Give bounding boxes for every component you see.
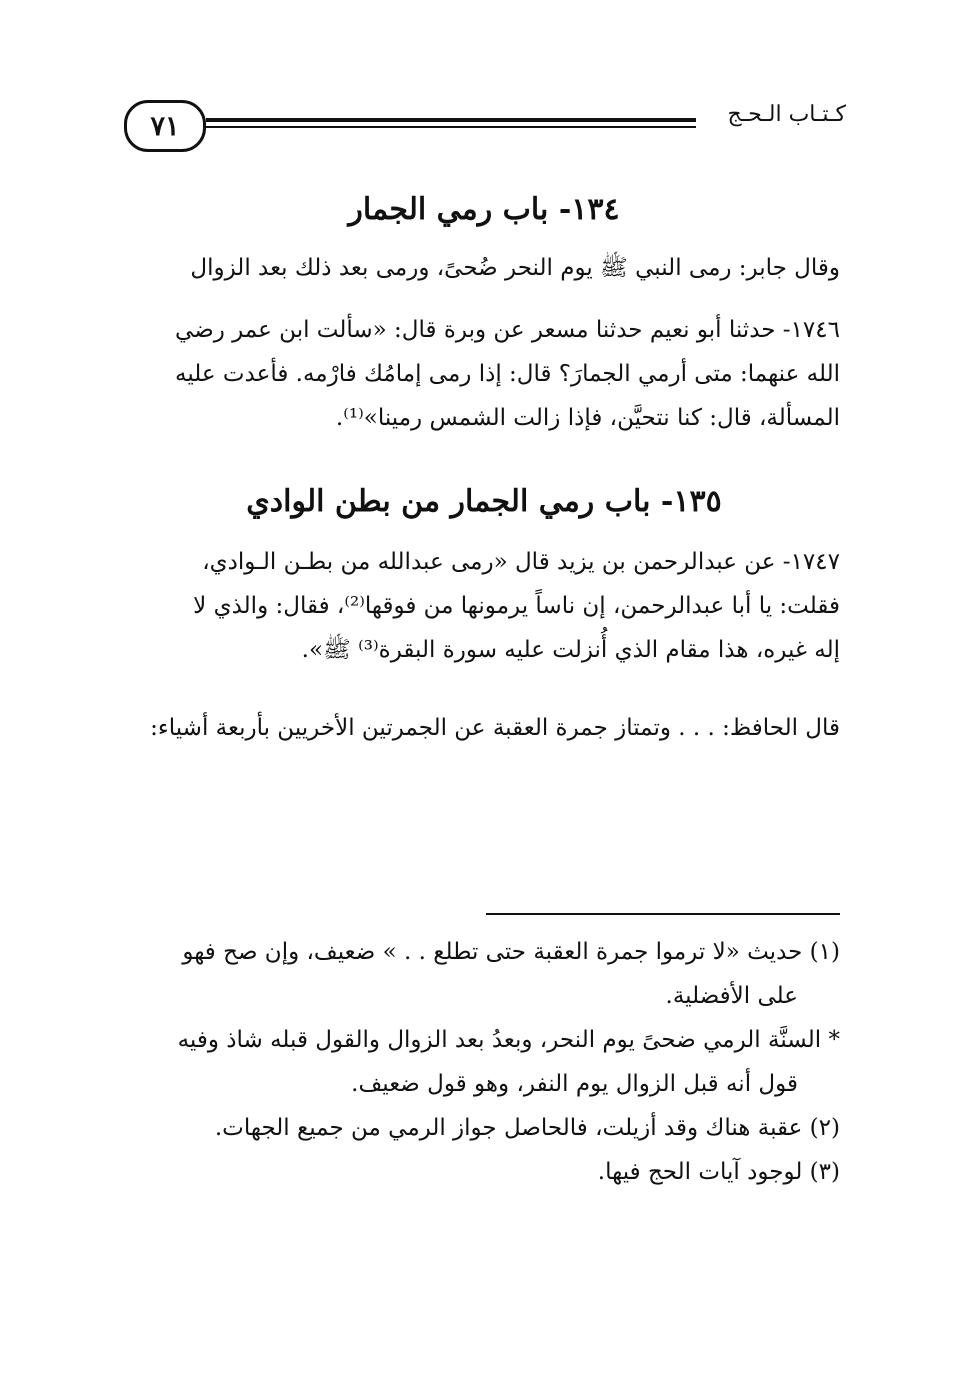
header-rule (206, 118, 696, 128)
footnote-line: على الأفضلية. (665, 983, 798, 1009)
page-number: ٧١ (124, 100, 206, 152)
text-line: إله غيره، هذا مقام الذي أُنزلت عليه سورة البقرة⁽³⁾ ﷺ». (301, 637, 840, 663)
hadith-1747-text (128, 540, 840, 672)
hadith-1746 (128, 308, 840, 440)
section-heading-134: ١٣٤- باب رمي الجمار (348, 192, 620, 227)
text-line: الله عنهما: متى أرمي الجمارَ؟ قال: إذا رمى إمامُك فارْمه. فأعدت عليه (174, 361, 840, 387)
section-heading-135: ١٣٥- باب رمي الجمار من بطن الوادي (246, 484, 722, 519)
hafiz-comment-text (128, 706, 840, 750)
footnote-separator (486, 913, 840, 915)
footnotes (128, 930, 840, 1194)
text-line: وقال جابر: رمى النبي ﷺ يوم النحر ضُحىً، ورمى بعد ذلك بعد الزوال (190, 255, 840, 281)
header-rule-thin (206, 126, 696, 128)
footnote-line: قول أنه قبل الزوال يوم النفر، وهو قول ضعيف. (351, 1071, 798, 1097)
footnote-1 (128, 930, 840, 1018)
section-134-body (128, 246, 840, 290)
running-header (124, 100, 846, 154)
footnote-line: (٣) لوجود آيات الحج فيها. (597, 1159, 840, 1185)
book-title: كـتـاب الـحـج (727, 102, 846, 127)
hafiz-comment (128, 706, 840, 750)
header-rule-thick (206, 118, 696, 122)
text-line: ١٧٤٧- عن عبدالرحمن بن يزيد قال «رمى عبدالله من بطـن الـوادي، (202, 549, 840, 575)
jabir-narration (128, 246, 840, 290)
footnote-line: (٢) عقبة هناك وقد أزيلت، فالحاصل جواز الرمي من جميع الجهات. (214, 1115, 840, 1141)
footnote-star (128, 1018, 840, 1106)
footnote-3 (128, 1150, 840, 1194)
text-line: فقلت: يا أبا عبدالرحمن، إن ناساً يرمونها من فوقها⁽²⁾، فقال: والذي لا (193, 593, 840, 619)
text-line: المسألة، قال: كنا نتحيَّن، فإذا زالت الشمس رمينا»⁽¹⁾. (335, 405, 840, 431)
hadith-1746-text (128, 308, 840, 440)
footnote-2 (128, 1106, 840, 1150)
footnote-line: * السنَّة الرمي ضحىً يوم النحر، وبعدُ بعد الزوال والقول قبله شاذ وفيه (177, 1027, 840, 1053)
text-line: قال الحافظ: . . . وتمتاز جمرة العقبة عن الجمرتين الأخريين بأربعة أشياء: (150, 715, 840, 741)
text-line: ١٧٤٦- حدثنا أبو نعيم حدثنا مسعر عن وبرة قال: «سألت ابن عمر رضي (175, 317, 840, 343)
hadith-1747 (128, 540, 840, 672)
footnote-line: (١) حديث «لا ترموا جمرة العقبة حتى تطلع . . » ضعيف، وإن صح فهو (182, 939, 840, 965)
